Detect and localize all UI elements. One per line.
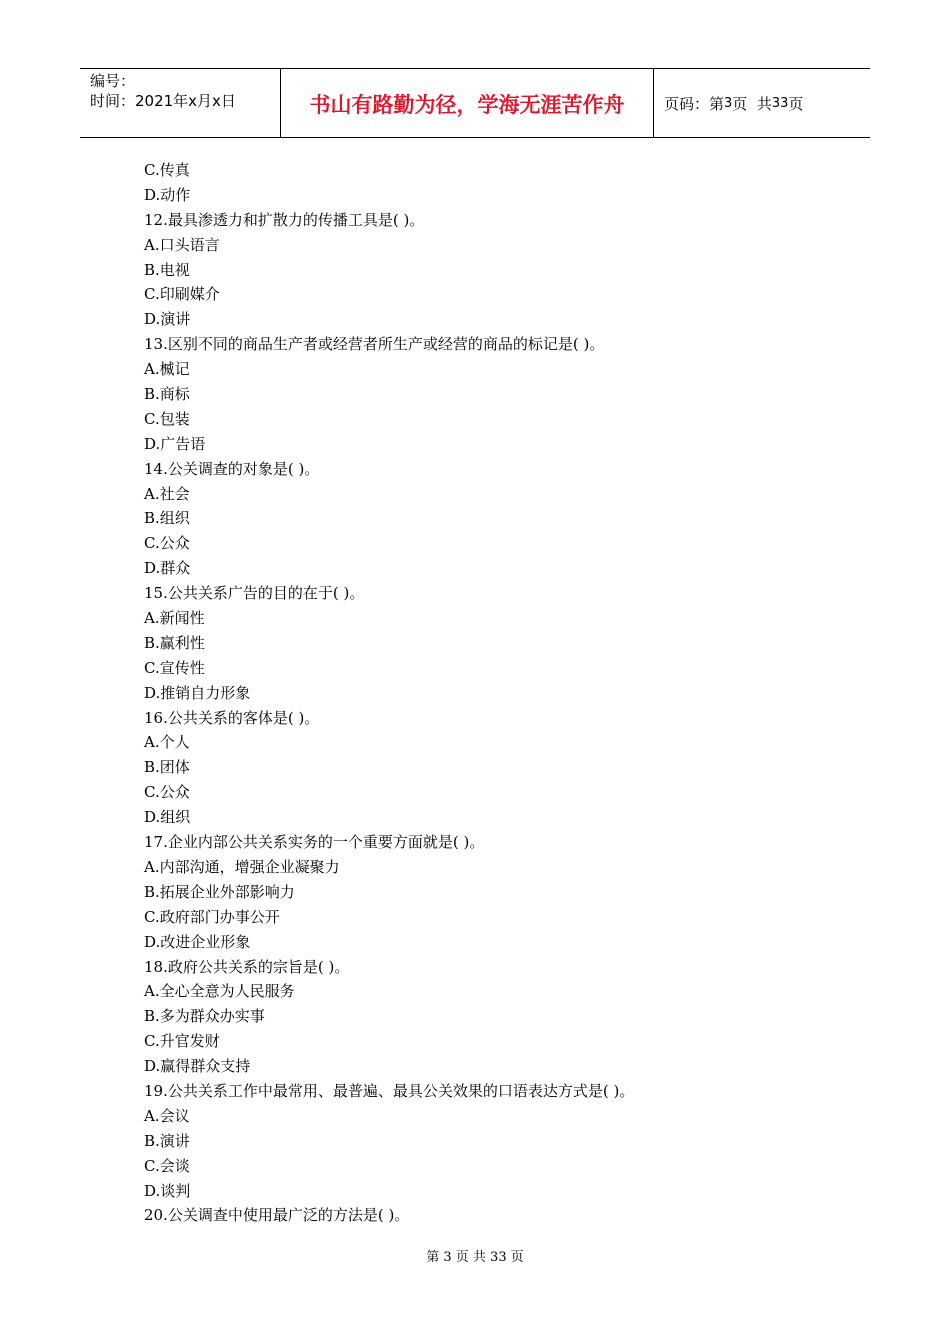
page-total: 33	[771, 95, 789, 111]
header-page-info	[654, 69, 870, 137]
number-label: 编号：	[90, 72, 136, 90]
text-line: D.动作	[144, 185, 191, 204]
option-line: C.印刷媒介	[144, 285, 220, 304]
footer-page-number: 第 3 页 共 33 页	[426, 1250, 524, 1265]
question-line: 19.公共关系工作中最常用、最普遍、最具公关效果的口语表达方式是( )。	[144, 1081, 635, 1100]
question-line: 12.最具渗透力和扩散力的传播工具是( )。	[144, 210, 425, 229]
question-line: 20.公关调查中使用最广泛的方法是( )。	[144, 1206, 410, 1225]
option-line: D.广告语	[144, 434, 206, 453]
option-line: B.演讲	[144, 1131, 190, 1150]
question-line: 16.公共关系的客体是( )。	[144, 708, 320, 727]
page-current: 3	[724, 95, 733, 111]
option-line: A.内部沟通，增强企业凝聚力	[144, 857, 340, 876]
option-line: D.推销自力形象	[144, 683, 251, 702]
option-line: C.宣传性	[144, 658, 205, 677]
time-label: 时间：2021年x月x日	[90, 92, 236, 110]
option-line: B.多为群众办实事	[144, 1007, 265, 1026]
option-line: C.升官发财	[144, 1032, 220, 1051]
option-line: C.公众	[144, 783, 190, 802]
option-line: B.赢利性	[144, 633, 205, 652]
option-line: A.口头语言	[144, 235, 220, 254]
option-line: A.新闻性	[144, 609, 205, 628]
page-mid: 页 共	[732, 94, 772, 113]
option-line: B.电视	[144, 260, 190, 279]
option-line: B.商标	[144, 385, 190, 404]
question-line: 18.政府公共关系的宗旨是( )。	[144, 957, 350, 976]
page-header	[80, 68, 870, 138]
option-line: C.包装	[144, 409, 190, 428]
option-line: D.谈判	[144, 1181, 191, 1200]
option-line: D.演讲	[144, 310, 191, 329]
header-meta	[80, 69, 281, 137]
question-line: 17.企业内部公共关系实务的一个重要方面就是( )。	[144, 833, 485, 852]
option-line: A.全心全意为人民服务	[144, 982, 295, 1001]
option-line: A.个人	[144, 733, 190, 752]
option-line: C.会谈	[144, 1156, 190, 1175]
option-line: B.拓展企业外部影响力	[144, 882, 295, 901]
option-line: A.楲记	[144, 360, 190, 379]
document-body	[144, 158, 844, 1228]
page-footer	[0, 1246, 950, 1265]
page-prefix: 页码：第	[664, 94, 725, 113]
option-line: D.赢得群众支持	[144, 1057, 251, 1076]
page-suffix: 页	[788, 94, 804, 113]
text-line: C.传真	[144, 161, 190, 179]
option-line: D.组织	[144, 808, 191, 827]
question-line: 15.公共关系广告的目的在于( )。	[144, 584, 365, 603]
question-line: 13.区别不同的商品生产者或经营者所生产或经营的商品的标记是( )。	[144, 335, 605, 354]
option-line: B.组织	[144, 509, 190, 528]
header-motto: 书山有路勤为径，学海无涯苦作舟	[281, 69, 654, 137]
option-line: D.改进企业形象	[144, 932, 251, 951]
option-line: C.政府部门办事公开	[144, 907, 280, 926]
option-line: A.会议	[144, 1106, 190, 1125]
question-line: 14.公关调查的对象是( )。	[144, 459, 320, 478]
option-line: D.群众	[144, 559, 191, 578]
option-line: A.社会	[144, 484, 190, 503]
option-line: C.公众	[144, 534, 190, 553]
option-line: B.团体	[144, 758, 190, 777]
